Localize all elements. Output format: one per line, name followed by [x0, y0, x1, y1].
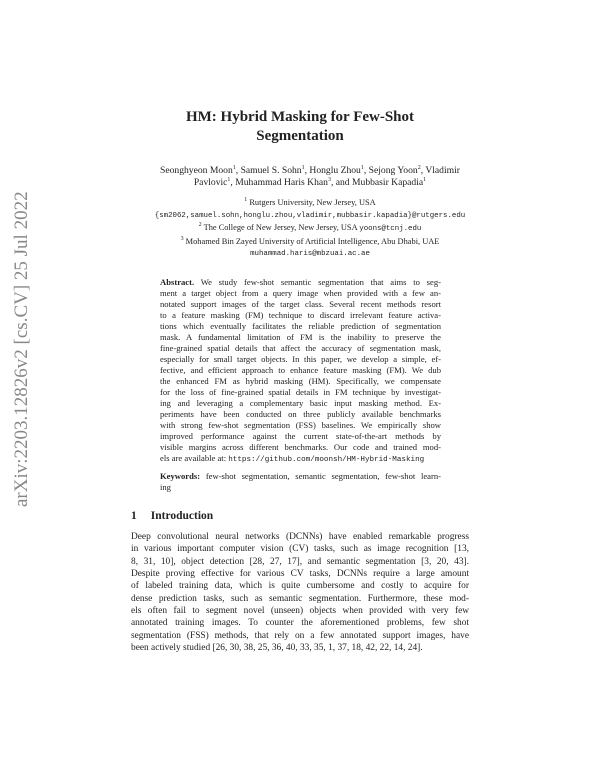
email: {sm2062,samuel.sohn,honglu.zhou,vladimir,mubbasir.kapadia}@rutgers.edu: [154, 211, 466, 220]
abstract-text: with strong few-shot segmentation (FSS) baselines. We empirically show: [160, 420, 441, 430]
section-heading: [131, 510, 227, 522]
abstract-text: visible margins across different benchmarks. Our code and trained mod-: [160, 442, 441, 452]
abstract-line: [160, 354, 441, 365]
author-name: Seonghyeon Moon: [160, 165, 233, 176]
introduction-paragraph: [131, 531, 469, 654]
abstract-text: We study few-shot semantic segmentation that aims to seg-: [200, 277, 441, 287]
abstract-line: [160, 299, 441, 310]
author-affil-marker: 1: [423, 177, 427, 183]
title-line: HM: Hybrid Masking for Few-Shot: [185, 109, 415, 125]
author-name: Pavlovic: [193, 177, 228, 188]
keywords-line: [160, 482, 441, 493]
intro-line: of labeled training data, which is quite cumbersome and costly to acquire for: [131, 581, 469, 592]
abstract-text: the enhanced FM as hybrid masking (HM). Specifically, we compensate: [160, 376, 441, 386]
author-list: [110, 165, 510, 189]
abstract-line: [160, 409, 441, 420]
author-name: , Honglu Zhou: [304, 165, 361, 176]
affiliation: [100, 236, 520, 248]
paper-title: [100, 108, 500, 146]
abstract-line: [160, 387, 441, 398]
author-affil-marker: 1: [227, 177, 231, 183]
abstract-text: improved performance against the current state-of-the-art methods by: [160, 431, 441, 441]
author-affil-marker: 1: [301, 165, 305, 171]
affiliations: [100, 197, 520, 261]
abstract-line: [160, 310, 441, 321]
arxiv-stamp: arXiv:2203.12826v2 [cs.CV] 25 Jul 2022: [11, 191, 32, 507]
affiliation-email: [100, 209, 520, 223]
abstract-text: ing and leveraging a complementary basic input masking method. Ex-: [160, 398, 441, 408]
affiliation: [100, 197, 520, 209]
abstract-line: [160, 431, 441, 442]
abstract-text: fine-grained spatial details that affect the accuracy of segmentation mask,: [160, 343, 441, 353]
affil-marker: 2: [198, 222, 202, 228]
intro-line: segmentation (FSS) methods, that rely on a few annotated support images, have: [131, 630, 469, 641]
affil-text: Mohamed Bin Zayed University of Artificial Intelligence, Abu Dhabi, UAE: [185, 236, 440, 246]
abstract-text: ment a target object from a query image when provided with a few an-: [160, 288, 441, 298]
author-line: [110, 165, 510, 177]
intro-line: Deep convolutional neural networks (DCNNs) have enabled remarkable progress: [131, 532, 469, 542]
intro-line: dense prediction tasks, such as semantic segmentation. Furthermore, these mod-: [131, 593, 469, 604]
section-title: Introduction: [150, 510, 214, 522]
abstract-line: [160, 365, 441, 376]
author-affil-marker: 1: [232, 165, 236, 171]
author-name: , and Mubbasir Kapadia: [330, 177, 424, 188]
intro-line: Despite proving effective for various CV tasks, DCNNs require a large amount: [131, 569, 469, 580]
abstract-line: [160, 332, 441, 343]
author-affil-marker: 1: [360, 165, 364, 171]
keywords-line: [160, 471, 441, 482]
abstract: [160, 277, 441, 466]
abstract-label: Abstract.: [160, 277, 195, 287]
abstract-text: to a feature masking (FM) technique to discard irrelevant feature activa-: [160, 310, 441, 320]
abstract-line: [160, 277, 441, 288]
intro-line: in various important computer vision (CV) tasks, such as image recognition [13,: [131, 544, 469, 555]
affil-text: The College of New Jersey, New Jersey, USA: [203, 223, 358, 232]
abstract-text: notated support images of the target class. Several recent methods resort: [160, 299, 441, 309]
abstract-line: [160, 343, 441, 354]
affiliation: [100, 222, 520, 236]
abstract-text: tions which eventually facilitates the reliable prediction of segmentation: [160, 321, 441, 331]
author-name: , Sejong Yoon: [363, 165, 418, 176]
abstract-line: [160, 321, 441, 332]
affil-marker: 3: [180, 235, 184, 242]
abstract-text: periments have been conducted on three publicly available benchmarks: [160, 409, 441, 419]
affiliation-email: [100, 247, 520, 261]
abstract-text: els are available at:: [160, 453, 229, 463]
email: muhammad.haris@mbzuai.ac.ae: [250, 250, 370, 258]
author-name: , Vladimir: [420, 165, 460, 176]
abstract-line: [160, 442, 441, 453]
intro-line: 8, 31, 10], object detection [28, 27, 17], and semantic segmentation [3, 20, 43].: [131, 556, 469, 567]
author-name: , Muhammad Haris Khan: [230, 177, 328, 188]
code-url[interactable]: https://github.com/moonsh/HM-Hybrid-Masking: [228, 456, 425, 464]
abstract-text: mask. A fundamental limitation of FM is the inability to preserve the: [160, 332, 441, 342]
affil-text: Rutgers University, New Jersey, USA: [249, 198, 376, 207]
keywords: [160, 471, 441, 493]
intro-line: been actively studied [26, 30, 38, 25, 36, 40, 33, 35, 1, 37, 18, 42, 22, 14, 24].: [131, 643, 423, 654]
title-line: Segmentation: [256, 128, 344, 144]
abstract-line: [160, 288, 441, 299]
author-affil-marker: 3: [327, 177, 331, 183]
author-affil-marker: 2: [417, 165, 421, 171]
abstract-text: for the loss of fine-grained spatial details in FM technique by investigat-: [160, 387, 441, 397]
keywords-label: Keywords:: [160, 471, 201, 481]
abstract-text: especially for small target objects. In this paper, we develop a simple, ef-: [160, 354, 441, 364]
abstract-line: [160, 376, 441, 387]
abstract-line: [160, 453, 441, 466]
affil-marker: 1: [244, 197, 248, 203]
intro-line: annotated training images. To counter the aforementioned problems, few shot: [131, 618, 469, 629]
keywords-text: ing: [160, 482, 171, 492]
author-name: , Samuel S. Sohn: [235, 165, 302, 176]
intro-line: els often fail to segment novel (unseen) objects when provided with very few: [131, 606, 469, 617]
section-number: 1: [131, 510, 137, 522]
author-line: [110, 177, 510, 189]
abstract-text: fective, and efficient approach to enhance feature masking (FM). We dub: [160, 365, 441, 375]
keywords-text: few-shot segmentation, semantic segmentation, few-shot learn-: [205, 471, 441, 481]
email: yoons@tcnj.edu: [359, 225, 422, 233]
abstract-line: [160, 420, 441, 431]
abstract-line: [160, 398, 441, 409]
